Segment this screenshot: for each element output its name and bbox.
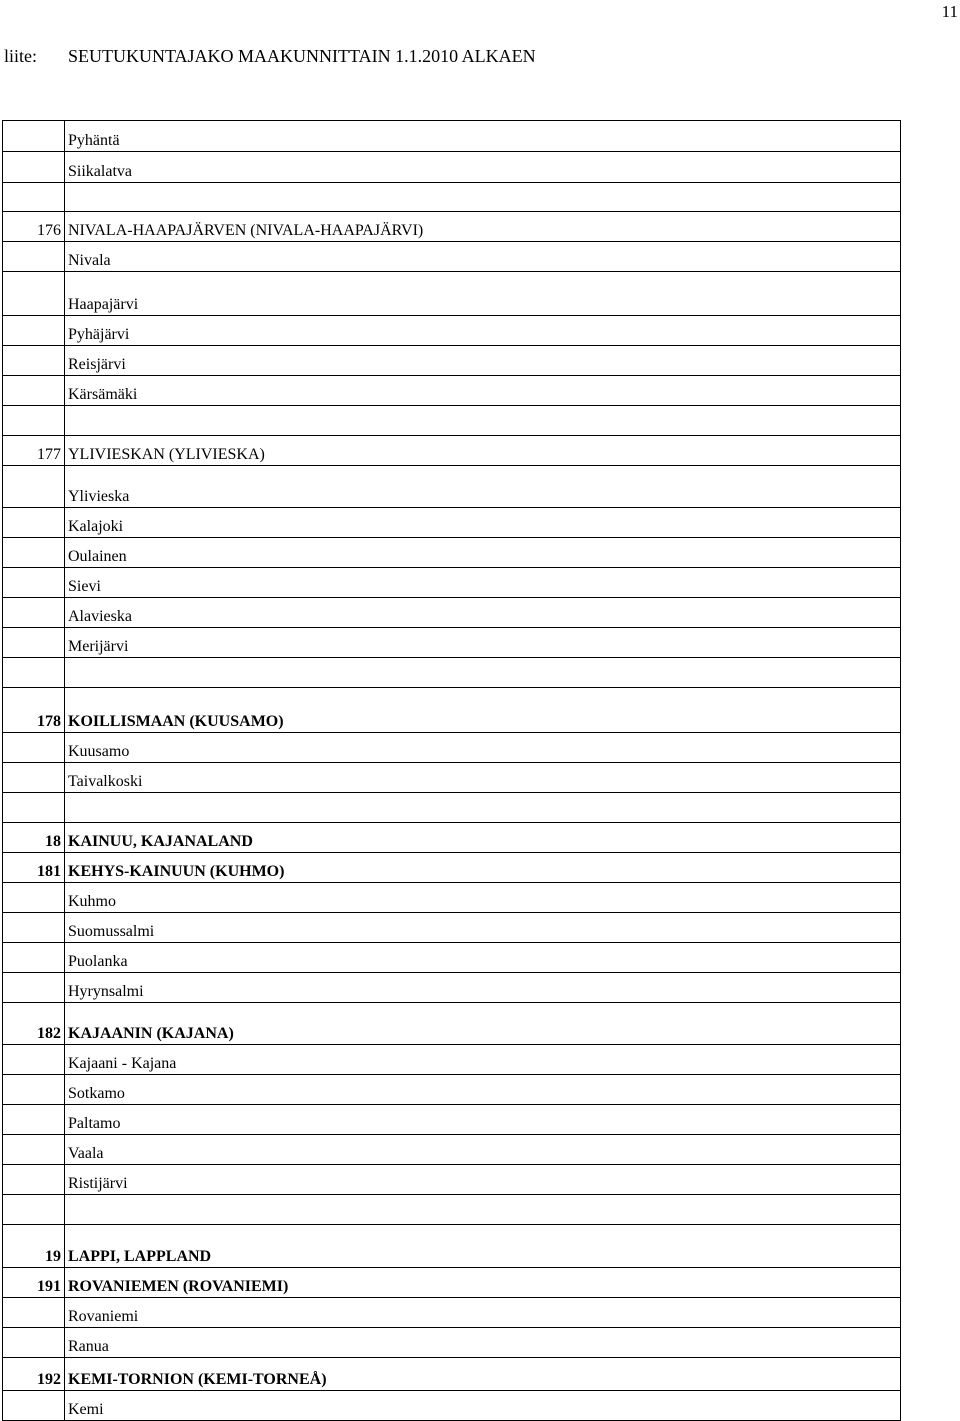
region-code-cell <box>3 568 65 598</box>
region-name: Kemi <box>68 1401 104 1418</box>
region-name-cell <box>65 688 901 733</box>
region-name: Oulainen <box>68 548 127 565</box>
region-name: NIVALA-HAAPAJÄRVEN (NIVALA-HAAPAJÄRVI) <box>68 222 424 239</box>
region-name: Pyhäntä <box>68 132 120 149</box>
region-name-cell <box>65 152 901 183</box>
region-code: 18 <box>45 833 61 850</box>
table-row <box>3 568 901 598</box>
region-table <box>2 120 901 1421</box>
document-title: SEUTUKUNTAJAKO MAAKUNNITTAIN 1.1.2010 ALKAEN <box>68 46 536 66</box>
table-row <box>3 376 901 406</box>
region-code-cell <box>3 183 65 212</box>
table-row <box>3 1135 901 1165</box>
table-row <box>3 121 901 152</box>
region-name-cell <box>65 212 901 242</box>
region-name-cell <box>65 376 901 406</box>
region-name: Kalajoki <box>68 518 124 535</box>
region-name: KOILLISMAAN (KUUSAMO) <box>68 713 284 730</box>
region-name: Puolanka <box>68 953 128 970</box>
region-code-cell <box>3 466 65 508</box>
region-name: Ranua <box>68 1338 109 1355</box>
table-row <box>3 1075 901 1105</box>
region-name-cell <box>65 598 901 628</box>
region-name-cell <box>65 733 901 763</box>
region-name: ROVANIEMEN (ROVANIEMI) <box>68 1278 289 1295</box>
spacer-row <box>3 406 901 436</box>
region-name: KEHYS-KAINUUN (KUHMO) <box>68 863 285 880</box>
region-name: Ylivieska <box>68 488 130 505</box>
region-name-cell <box>65 1003 901 1045</box>
region-code-cell <box>3 1195 65 1225</box>
spacer-row <box>3 658 901 688</box>
region-code: 176 <box>37 222 61 239</box>
region-name-cell <box>65 346 901 376</box>
region-name-cell <box>65 183 901 212</box>
region-code-cell <box>3 272 65 316</box>
document-heading <box>4 46 536 67</box>
table-row <box>3 913 901 943</box>
region-name-cell <box>65 628 901 658</box>
table-row <box>3 763 901 793</box>
region-name-cell <box>65 1105 901 1135</box>
region-name: Alavieska <box>68 608 132 625</box>
region-name: Kuusamo <box>68 743 130 760</box>
region-code-cell <box>3 1105 65 1135</box>
table-row <box>3 242 901 272</box>
region-name-cell <box>65 508 901 538</box>
table-row <box>3 883 901 913</box>
region-code-cell <box>3 1165 65 1195</box>
region-name-cell <box>65 1225 901 1268</box>
table-row <box>3 272 901 316</box>
region-code-cell <box>3 212 65 242</box>
region-code-cell <box>3 508 65 538</box>
spacer-row <box>3 793 901 823</box>
table-row <box>3 508 901 538</box>
region-code-cell <box>3 1075 65 1105</box>
region-code: 181 <box>37 863 61 880</box>
region-code-cell <box>3 598 65 628</box>
table-row <box>3 212 901 242</box>
table-row <box>3 688 901 733</box>
region-code: 178 <box>37 713 61 730</box>
region-code-cell <box>3 1391 65 1421</box>
table-row <box>3 943 901 973</box>
heading-prefix: liite: <box>4 46 37 66</box>
region-name: Siikalatva <box>68 163 132 180</box>
table-row <box>3 1003 901 1045</box>
region-name-cell <box>65 1195 901 1225</box>
region-name: Suomussalmi <box>68 923 155 940</box>
region-name-cell <box>65 793 901 823</box>
region-code-cell <box>3 763 65 793</box>
region-name: Taivalkoski <box>68 773 143 790</box>
region-name-cell <box>65 242 901 272</box>
region-code-cell <box>3 1135 65 1165</box>
table-row <box>3 1225 901 1268</box>
region-code: 177 <box>37 446 61 463</box>
region-code-cell <box>3 793 65 823</box>
region-name: Merijärvi <box>68 638 129 655</box>
region-name-cell <box>65 853 901 883</box>
region-code-cell <box>3 823 65 853</box>
region-name-cell <box>65 1045 901 1075</box>
table-row <box>3 1298 901 1328</box>
region-name-cell <box>65 943 901 973</box>
table-row <box>3 598 901 628</box>
table-row <box>3 1045 901 1075</box>
region-code-cell <box>3 853 65 883</box>
region-code: 182 <box>37 1025 61 1042</box>
table-row <box>3 628 901 658</box>
region-name: KAJAANIN (KAJANA) <box>68 1025 234 1042</box>
region-name-cell <box>65 1298 901 1328</box>
region-name-cell <box>65 316 901 346</box>
region-name-cell <box>65 466 901 508</box>
table-row <box>3 346 901 376</box>
region-name-cell <box>65 1075 901 1105</box>
region-name-cell <box>65 973 901 1003</box>
table-row <box>3 1391 901 1421</box>
region-code-cell <box>3 376 65 406</box>
region-name-cell <box>65 1358 901 1391</box>
region-name-cell <box>65 883 901 913</box>
region-name: Hyrynsalmi <box>68 983 144 1000</box>
table-row <box>3 1328 901 1358</box>
region-name-cell <box>65 913 901 943</box>
region-name-cell <box>65 1165 901 1195</box>
region-code-cell <box>3 913 65 943</box>
region-name: LAPPI, LAPPLAND <box>68 1248 212 1265</box>
region-name: Kuhmo <box>68 893 116 910</box>
page-number: 11 <box>941 2 958 21</box>
table-row <box>3 436 901 466</box>
region-name-cell <box>65 1135 901 1165</box>
spacer-row <box>3 183 901 212</box>
region-name: YLIVIESKAN (YLIVIESKA) <box>68 446 265 463</box>
region-name-cell <box>65 823 901 853</box>
table-row <box>3 152 901 183</box>
table-row <box>3 466 901 508</box>
region-code-cell <box>3 658 65 688</box>
table-row <box>3 1358 901 1391</box>
region-code-cell <box>3 1225 65 1268</box>
region-name: Vaala <box>68 1145 104 1162</box>
table-row <box>3 316 901 346</box>
region-name: Kajaani - Kajana <box>68 1055 177 1072</box>
table-row <box>3 1105 901 1135</box>
region-code-cell <box>3 883 65 913</box>
region-code: 192 <box>37 1371 61 1388</box>
region-name: Reisjärvi <box>68 356 126 373</box>
region-code-cell <box>3 406 65 436</box>
region-code-cell <box>3 538 65 568</box>
region-name: Pyhäjärvi <box>68 326 130 343</box>
table-row <box>3 853 901 883</box>
region-code-cell <box>3 436 65 466</box>
table-row <box>3 1268 901 1298</box>
region-code: 191 <box>37 1278 61 1295</box>
region-code-cell <box>3 1358 65 1391</box>
region-name-cell <box>65 538 901 568</box>
region-code-cell <box>3 242 65 272</box>
region-code-cell <box>3 1298 65 1328</box>
region-name-cell <box>65 272 901 316</box>
region-name: Nivala <box>68 252 111 269</box>
table-row <box>3 973 901 1003</box>
region-code-cell <box>3 733 65 763</box>
region-code-cell <box>3 121 65 152</box>
region-name: KEMI-TORNION (KEMI-TORNEÅ) <box>68 1371 327 1388</box>
region-name: KAINUU, KAJANALAND <box>68 833 253 850</box>
region-name: Paltamo <box>68 1115 121 1132</box>
region-name: Kärsämäki <box>68 386 138 403</box>
region-code-cell <box>3 152 65 183</box>
table-row <box>3 538 901 568</box>
region-name-cell <box>65 658 901 688</box>
region-name: Sievi <box>68 578 101 595</box>
region-name-cell <box>65 121 901 152</box>
region-code-cell <box>3 1045 65 1075</box>
region-name: Ristijärvi <box>68 1175 128 1192</box>
region-name-cell <box>65 1391 901 1421</box>
table-row <box>3 733 901 763</box>
region-name-cell <box>65 568 901 598</box>
region-code-cell <box>3 628 65 658</box>
region-name-cell <box>65 763 901 793</box>
region-code-cell <box>3 1268 65 1298</box>
region-code: 19 <box>45 1248 61 1265</box>
region-code-cell <box>3 1003 65 1045</box>
region-name-cell <box>65 406 901 436</box>
region-name-cell <box>65 1268 901 1298</box>
table-row <box>3 1165 901 1195</box>
region-code-cell <box>3 973 65 1003</box>
spacer-row <box>3 1195 901 1225</box>
region-name-cell <box>65 1328 901 1358</box>
region-code-cell <box>3 316 65 346</box>
region-table-body <box>3 121 901 1421</box>
region-name: Haapajärvi <box>68 296 139 313</box>
region-code-cell <box>3 1328 65 1358</box>
region-code-cell <box>3 346 65 376</box>
region-name-cell <box>65 436 901 466</box>
table-row <box>3 823 901 853</box>
region-code-cell <box>3 943 65 973</box>
region-name: Sotkamo <box>68 1085 125 1102</box>
region-name: Rovaniemi <box>68 1308 139 1325</box>
region-code-cell <box>3 688 65 733</box>
